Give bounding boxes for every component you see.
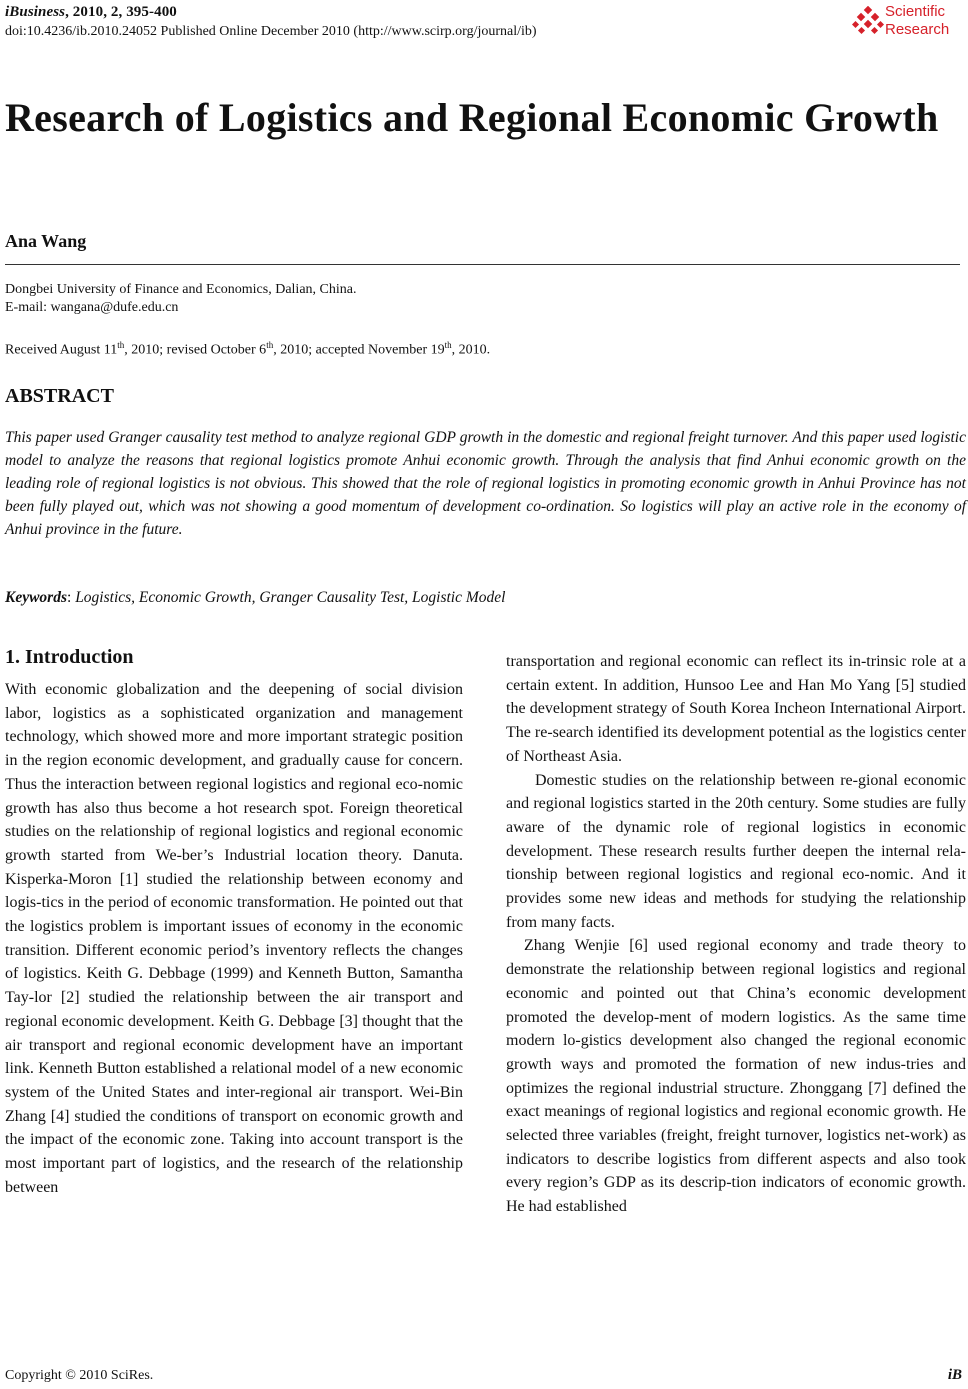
abstract-heading: ABSTRACT bbox=[5, 385, 114, 407]
scientific-research-logo bbox=[852, 2, 968, 44]
body-paragraph: With economic globalization and the deepening of social division labor, logistics as a sophisticated organization and management technology, which showed more and more important strategic position in the region economic development, and gradually cause for concern. Thus the interaction between regional logistics and regional eco-nomic growth has also thus become a hot research spot. Foreign theoretical studies on the relationship of regional logistics and regional economic growth started from We-ber’s Industrial location theory. Danuta. Kisperka-Moron [1] studied the relationship between economy and logis-tics in the period of economic transformation. He pointed out that the logistics problem is important issues of economy in the economic transition. Different economic period’s inventory reflects the changes of logistics. Keith G. Debbage (1999) and Kenneth Button, Samantha Tay-lor [2] studied the relationship between the air transport and regional economic development. Keith G. Debbage [3] thought that the air transport and regional economic development have an important link. Kenneth Button established a relational model of a new economic system of the United States and inter-regional air transport. Wei-Bin Zhang [4] studied the conditions of transport on economic growth and the impact of the economic zone. Taking into account transport is the most important part of logistics, and the research of the relationship between bbox=[5, 681, 463, 1196]
accepted-date: , 2010; accepted November 19 bbox=[273, 342, 445, 358]
journal-abbreviation-footer: iB bbox=[947, 1367, 962, 1383]
received-date: Received August 11 bbox=[5, 342, 118, 358]
body-paragraph: Domestic studies on the relationship between re-gional economic and regional logistics started in the 20th century. Some studies are fully aware of the dynamic role of regional logistics in economic development. These research results further deepen the internal rela-tionship between regional logistics and regional eco-nomic. And it provides some new ideas and methods for studying the relationship from many facts. bbox=[506, 771, 966, 931]
right-column bbox=[506, 650, 966, 1219]
keywords-list: Logistics, Economic Growth, Granger Causality Test, Logistic Model bbox=[75, 589, 506, 606]
keywords-label: Keywords bbox=[5, 589, 67, 606]
journal-volume-pages: , 2010, 2, 395-400 bbox=[65, 4, 177, 20]
copyright-footer: Copyright © 2010 SciRes. bbox=[5, 1368, 154, 1383]
left-column bbox=[5, 645, 463, 1199]
abstract-text: This paper used Granger causality test method to analyze regional GDP growth in the domestic and regional freight turnover. And this paper used logistic model to analyze the reasons that regional logistics promote Anhui economic growth. Through the analysis that find Anhui economic growth on the leading role of regional logistics is not obvious. This showed that the role of regional logistics in promoting economic growth in Anhui Province has not been fully played out, which was not showing a good momentum of development co-ordination. So logistics will play an active role in the economy of Anhui province in the future. bbox=[5, 429, 966, 538]
keywords bbox=[5, 589, 505, 607]
date-year: , 2010. bbox=[451, 342, 491, 358]
doi-line: doi:10.4236/ib.2010.24052 Published Online December 2010 (http://www.scirp.org/journal/ib) bbox=[5, 24, 537, 39]
section-heading-introduction: 1. Introduction bbox=[5, 646, 134, 668]
author-name: Ana Wang bbox=[5, 231, 87, 251]
logo-word-scientific: Scientific bbox=[885, 3, 946, 20]
header-divider bbox=[5, 264, 960, 265]
logo-word-research: Research bbox=[885, 21, 950, 38]
journal-citation bbox=[5, 4, 177, 21]
body-paragraph: Zhang Wenjie [6] used regional economy and trade theory to demonstrate the relationship between regional logistics and regional economic and pointed out that China’s economic development promoted the develop-ment of modern logistics. As the same time modern lo-gistics development also changed the regional economic growth ways and promoted the formation of new indus-tries and optimizes the regional industrial structure. Zhonggang [7] defined the exact meanings of regional logistics and regional economic growth. He selected three variables (freight, freight turnover, logistics net-work) as indicators to describe logistics from different aspects and also took every region’s GDP as its descrip-tion indicators of economic growth. He had established bbox=[506, 937, 966, 1216]
submission-dates bbox=[5, 340, 490, 359]
affiliation: Dongbei University of Finance and Economics, Dalian, China. bbox=[5, 282, 357, 297]
keywords-colon: : bbox=[67, 589, 76, 606]
author-email: E-mail: wangana@dufe.edu.cn bbox=[5, 300, 179, 315]
ordinal-suffix: th bbox=[266, 340, 274, 350]
ordinal-suffix: th bbox=[444, 340, 452, 350]
ordinal-suffix: th bbox=[117, 340, 125, 350]
revised-date: , 2010; revised October 6 bbox=[124, 342, 267, 358]
journal-name: iBusiness bbox=[5, 4, 66, 20]
scientific-research-logo-icon bbox=[852, 6, 884, 38]
paper-title: Research of Logistics and Regional Economic Growth bbox=[5, 95, 939, 140]
body-paragraph: transportation and regional economic can reflect its in-trinsic role at a certain extent. In addition, Hunsoo Lee and Han Mo Yang [5] studied the development strategy of South Korea Incheon International Airport. The re-search identified its development potential as the logistics center of Northeast Asia. bbox=[506, 653, 966, 765]
